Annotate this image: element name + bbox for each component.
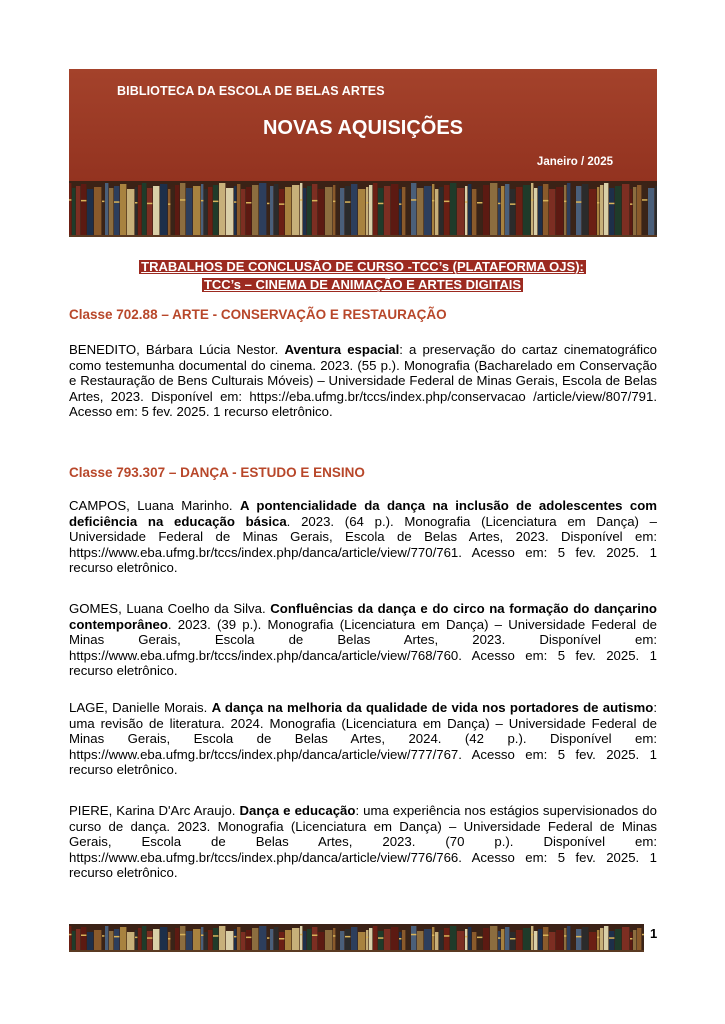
bookshelf-image — [69, 181, 657, 237]
subtitle-line-1: TRABALHOS DE CONCLUSÃO DE CURSO -TCC’s (PLATAFORMA OJS): — [141, 259, 584, 274]
entry-title: A dança na melhoria da qualidade de vida nos portadores de autismo — [211, 700, 654, 715]
entry-details: . 2023. (39 p.). Monografia (Licenciatura em Dança) – Universidade Federal de Minas Gerais, Escola de Belas Artes, 2023. Disponível em: https://www.eba.ufmg.br/tccs/index.php/danca/article/view/768/760. Acesso em: 5 fev. 2025. 1 recurso eletrônico. — [69, 616, 657, 679]
subtitle-banner — [0, 258, 725, 294]
entry-title: Confluências da dança e do circo na formação do dançarino contemporâneo — [69, 601, 657, 632]
page-title: NOVAS AQUISIÇÕES — [262, 117, 464, 139]
entry-author: PIERE, Karina D'Arc Araujo. — [69, 803, 240, 818]
entry-author: LAGE, Danielle Morais. — [69, 700, 212, 715]
entry-details: : a preservação do cartaz cinematográfico como testemunha documental do cinema. 2023. (55 p.). Monografia (Bacharelado em Conservação e Restauração de Bens Culturais Móveis) – Universidade Federal de Minas Gerais, Escola de Belas Artes, 2023. Disponível em: https://eba.ufmg.br/tccs/index.php/conservacao /article/view/807/791. Acesso em: 5 fev. 2025. 1 recurso eletrônico. — [69, 342, 658, 420]
bibliography-entry — [69, 803, 657, 881]
section-heading-conservacao: Classe 702.88 – ARTE - CONSERVAÇÃO E RESTAURAÇÃO — [69, 307, 447, 322]
page-number: 1 — [650, 926, 658, 941]
entry-details: . 2023. (64 p.). Monografia (Licenciatura em Dança) – Universidade Federal de Minas Gerais, Escola de Belas Artes, 2023. Disponível em: https://www.eba.ufmg.br/tccs/index.php/danca/article/view/770/761. Acesso em: 5 fev. 2025. 1 recurso eletrônico. — [69, 513, 657, 576]
entry-title: A pontencialidade da dança na inclusão de adolescentes com deficiência na educação básica — [69, 498, 657, 529]
subtitle-line-2: TCC’s – CINEMA DE ANIMAÇÃO E ARTES DIGITAIS — [203, 277, 522, 292]
footer-bookshelf-image — [69, 924, 644, 952]
entry-title: Dança e educação — [239, 803, 356, 818]
entry-author: GOMES, Luana Coelho da Silva. — [69, 601, 271, 616]
bibliography-entry — [69, 700, 657, 778]
entry-details: : uma experiência nos estágios supervisionados do curso de dança. 2023. Monografia (Licenciatura em Dança) – Universidade Federal de Minas Gerais, Escola de Belas Artes, 2023. (70 p.). Disponível em: https://www.eba.ufmg.br/tccs/index.php/danca/article/view/776/766. Acesso em: 5 fev. 2025. 1 recurso eletrônico. — [69, 803, 657, 881]
entry-author: CAMPOS, Luana Marinho. — [69, 498, 240, 513]
entry-details: : uma revisão de literatura. 2024. Monografia (Licenciatura em Dança) – Universidade Federal de Minas Gerais, Escola de Belas Artes, 2024. (42 p.). Disponível em: https://www.eba.ufmg.br/tccs/index.php/danca/article/view/777/767. Acesso em: 5 fev. 2025. 1 recurso eletrônico. — [69, 700, 657, 778]
bibliography-entry — [69, 498, 657, 576]
bibliography-entry — [69, 601, 657, 679]
section-heading-danca: Classe 793.307 – DANÇA - ESTUDO E ENSINO — [69, 465, 365, 480]
library-name: BIBLIOTECA DA ESCOLA DE BELAS ARTES — [117, 84, 385, 98]
header-banner — [69, 69, 657, 237]
issue-date: Janeiro / 2025 — [536, 156, 613, 168]
entry-title: Aventura espacial — [284, 342, 400, 357]
bibliography-entry — [69, 342, 657, 420]
entry-author: BENEDITO, Bárbara Lúcia Nestor. — [69, 342, 285, 357]
